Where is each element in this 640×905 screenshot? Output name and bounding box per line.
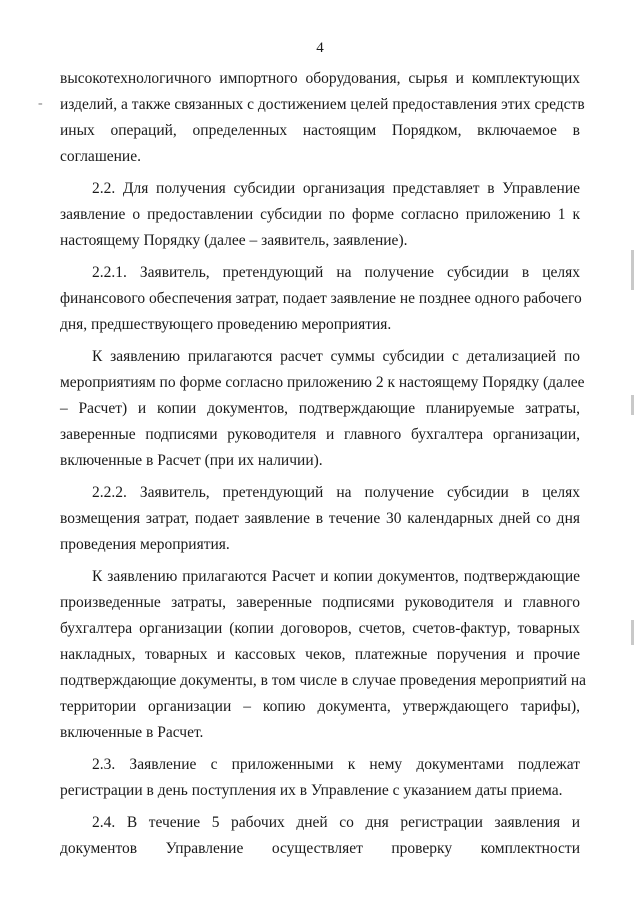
text-line: подтверждающие документы, в том числе в случае проведения мероприятий на <box>60 672 587 689</box>
document-body <box>60 66 587 862</box>
text-line: изделий, а также связанных с достижением целей предоставления этих средств <box>60 96 585 113</box>
text-line: регистрации в день поступления их в Управление с указанием даты приема. <box>60 782 563 799</box>
text-line: соглашение. <box>60 148 141 165</box>
scan-edge-mark <box>631 395 634 415</box>
paragraph-2-2-start: 2.2. Для получения субсидии организация представляет в Управление <box>92 180 580 197</box>
text-line: дня, предшествующего проведению мероприятия. <box>60 316 392 333</box>
text-line: включенные в Расчет (при их наличии). <box>60 452 323 469</box>
text-line: – Расчет) и копии документов, подтверждающие планируемые затраты, <box>60 400 580 417</box>
text-line: финансового обеспечения затрат, подает заявление не позднее одного рабочего <box>60 290 582 307</box>
text-line: территории организации – копию документа, утверждающего тарифы), <box>60 698 580 715</box>
paragraph-start: К заявлению прилагаются расчет суммы субсидии с детализацией по <box>92 348 580 365</box>
text-line: проведения мероприятия. <box>60 536 230 553</box>
text-line: высокотехнологичного импортного оборудования, сырья и комплектующих <box>60 70 580 87</box>
text-line: накладных, товарных и кассовых чеков, платежные поручения и прочие <box>60 646 580 663</box>
paragraph-2-2-2-start: 2.2.2. Заявитель, претендующий на получение субсидии в целях <box>92 484 580 501</box>
text-line: бухгалтера организации (копии договоров, счетов, счетов-фактур, товарных <box>60 620 580 637</box>
text-line: заявление о предоставлении субсидии по форме согласно приложению 1 к <box>60 206 580 223</box>
scan-edge-mark <box>631 620 634 645</box>
text-line: включенные в Расчет. <box>60 724 204 741</box>
paragraph-2-3-start: 2.3. Заявление с приложенными к нему документами подлежат <box>92 756 580 773</box>
text-line: документов Управление осуществляет проверку комплектности <box>60 840 580 857</box>
text-line: настоящему Порядку (далее – заявитель, заявление). <box>60 232 408 249</box>
paragraph-2-4-start: 2.4. В течение 5 рабочих дней со дня регистрации заявления и <box>92 814 580 831</box>
text-line: заверенные подписями руководителя и главного бухгалтера организации, <box>60 426 580 443</box>
margin-mark: - <box>38 96 43 111</box>
text-line: мероприятиям по форме согласно приложению 2 к настоящему Порядку (далее <box>60 374 585 391</box>
text-line: возмещения затрат, подает заявление в течение 30 календарных дней со дня <box>60 510 580 527</box>
text-line: произведенные затраты, заверенные подписями руководителя и главного <box>60 594 580 611</box>
paragraph-start: К заявлению прилагаются Расчет и копии документов, подтверждающие <box>92 568 580 585</box>
scan-edge-mark <box>631 250 634 290</box>
text-line: иных операций, определенных настоящим Порядком, включаемое в <box>60 122 580 139</box>
page-number: 4 <box>316 40 324 56</box>
paragraph-2-2-1-start: 2.2.1. Заявитель, претендующий на получение субсидии в целях <box>92 264 580 281</box>
